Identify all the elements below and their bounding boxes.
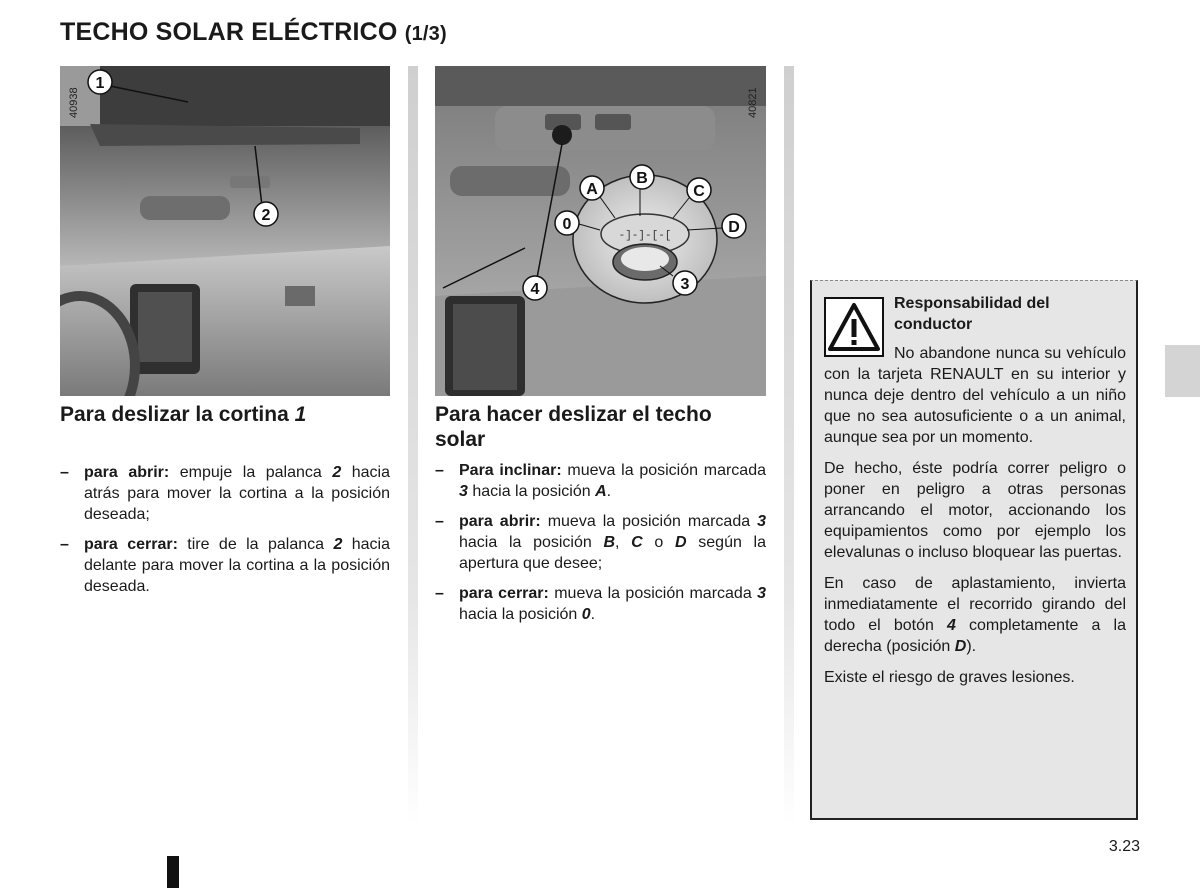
item-text: hacia la posición [459,606,582,623]
callout-C [687,178,711,202]
list-dash: – [435,585,444,602]
svg-text:2: 2 [261,207,271,224]
item-text: mueva la posición marcada [540,513,758,530]
item-label: para abrir: [459,513,541,530]
item-ref: 3 [757,513,767,530]
figure-ref-number: 40821 [747,87,759,118]
warning-paragraph: No abandone nunca su vehículo con la tarjeta RENAULT en su interior y nunca deje dentro del vehículo a un niño que no sea autosuficiente o a un animal, aunque sea por un momento. [824,345,1126,446]
item-text: hacia la posición [459,534,604,551]
item-ref: C [631,534,643,551]
callout-0 [555,211,579,235]
figure-ref-number: 40938 [68,87,80,118]
svg-text:0: 0 [562,216,572,233]
svg-text:4: 4 [530,281,540,298]
item-text: según la apertura que desee; [459,534,766,572]
item-text: . [606,483,612,500]
warning-text: ). [966,638,977,655]
list-dash: – [435,513,444,530]
list-item [60,462,390,525]
list-item [60,534,390,597]
item-ref: 2 [332,464,342,481]
svg-text:A: A [586,181,598,198]
sunroof-control-figure [435,66,766,396]
item-ref: 3 [757,585,766,602]
warning-ref: 4 [947,617,956,634]
list-item [435,511,766,574]
section-heading-text: Para deslizar la cortina [60,403,289,426]
section-heading: Para hacer deslizar el techo solar [435,403,712,451]
title-text: TECHO SOLAR ELÉCTRICO [60,18,398,46]
item-ref: 3 [459,483,468,500]
column-separator [784,66,794,826]
item-text: . [590,606,596,623]
item-label: para cerrar: [84,536,178,553]
item-ref: 0 [581,606,591,623]
item-text: empuje la palanca [169,464,333,481]
svg-text:-]-]-[-[: -]-]-[-[ [618,230,672,242]
svg-text:C: C [693,183,705,200]
page-edge-mark [167,856,179,888]
item-text: tire de la palanca [177,536,334,553]
item-label: para cerrar: [459,585,549,602]
svg-text:3: 3 [680,276,690,293]
svg-text:1: 1 [95,75,105,92]
item-ref: A [595,483,607,500]
callout-2 [254,202,278,226]
list-dash: – [60,536,69,553]
callout-1 [88,70,112,94]
item-ref: D [675,534,687,551]
warning-box [810,280,1138,820]
instruction-list [435,460,766,634]
warning-paragraph: De hecho, éste podría correr peligro o poner en peligro a otras personas arrancando el motor, accionando los equipamientos como por ejemplo los elevalunas o incluso bloquear las puertas. [824,460,1126,561]
item-text: hacia atrás para mover la cortina a la posición deseada; [84,464,391,523]
item-ref: 2 [333,536,343,553]
callout-3 [673,271,697,295]
list-item [435,583,766,625]
list-dash: – [435,462,444,479]
callout-D [722,214,746,238]
section-heading-ref: 1 [294,403,307,426]
item-ref: B [603,534,616,551]
item-label: para abrir: [84,464,170,481]
item-text: o [642,534,676,551]
item-text: mueva la posición marcada [548,585,758,602]
svg-text:B: B [636,170,648,187]
page-title [60,18,447,47]
warning-paragraph [824,573,1126,657]
item-text: hacia delante para mover la cortina a la posición deseada. [84,536,390,595]
svg-text:D: D [728,219,740,236]
item-text: hacia la posición [467,483,596,500]
sunblind-figure [60,66,390,396]
section-heading [60,402,390,427]
callout-B [630,165,654,189]
callout-A [580,176,604,200]
warning-ref: D [954,638,967,655]
warning-text: completamente a la derecha (posición [824,617,1127,655]
item-label: Para inclinar: [459,462,562,479]
chapter-tab [1165,345,1200,397]
item-text: mueva la posición marcada [561,462,766,479]
warning-body [824,343,1126,698]
column-separator [408,66,418,826]
instruction-list [60,462,390,606]
title-part: (1/3) [404,23,447,45]
warning-title: Responsabilidad del conductor [894,295,1050,333]
list-item [435,460,766,502]
list-dash: – [60,464,69,481]
item-text: , [615,534,632,551]
callout-4 [523,276,547,300]
page-number: 3.23 [1108,838,1140,855]
warning-paragraph: Existe el riesgo de graves lesiones. [824,669,1075,686]
warning-text: En caso de aplastamiento, invierta inmediatamente el recorrido girando del todo el botón [824,575,1126,634]
